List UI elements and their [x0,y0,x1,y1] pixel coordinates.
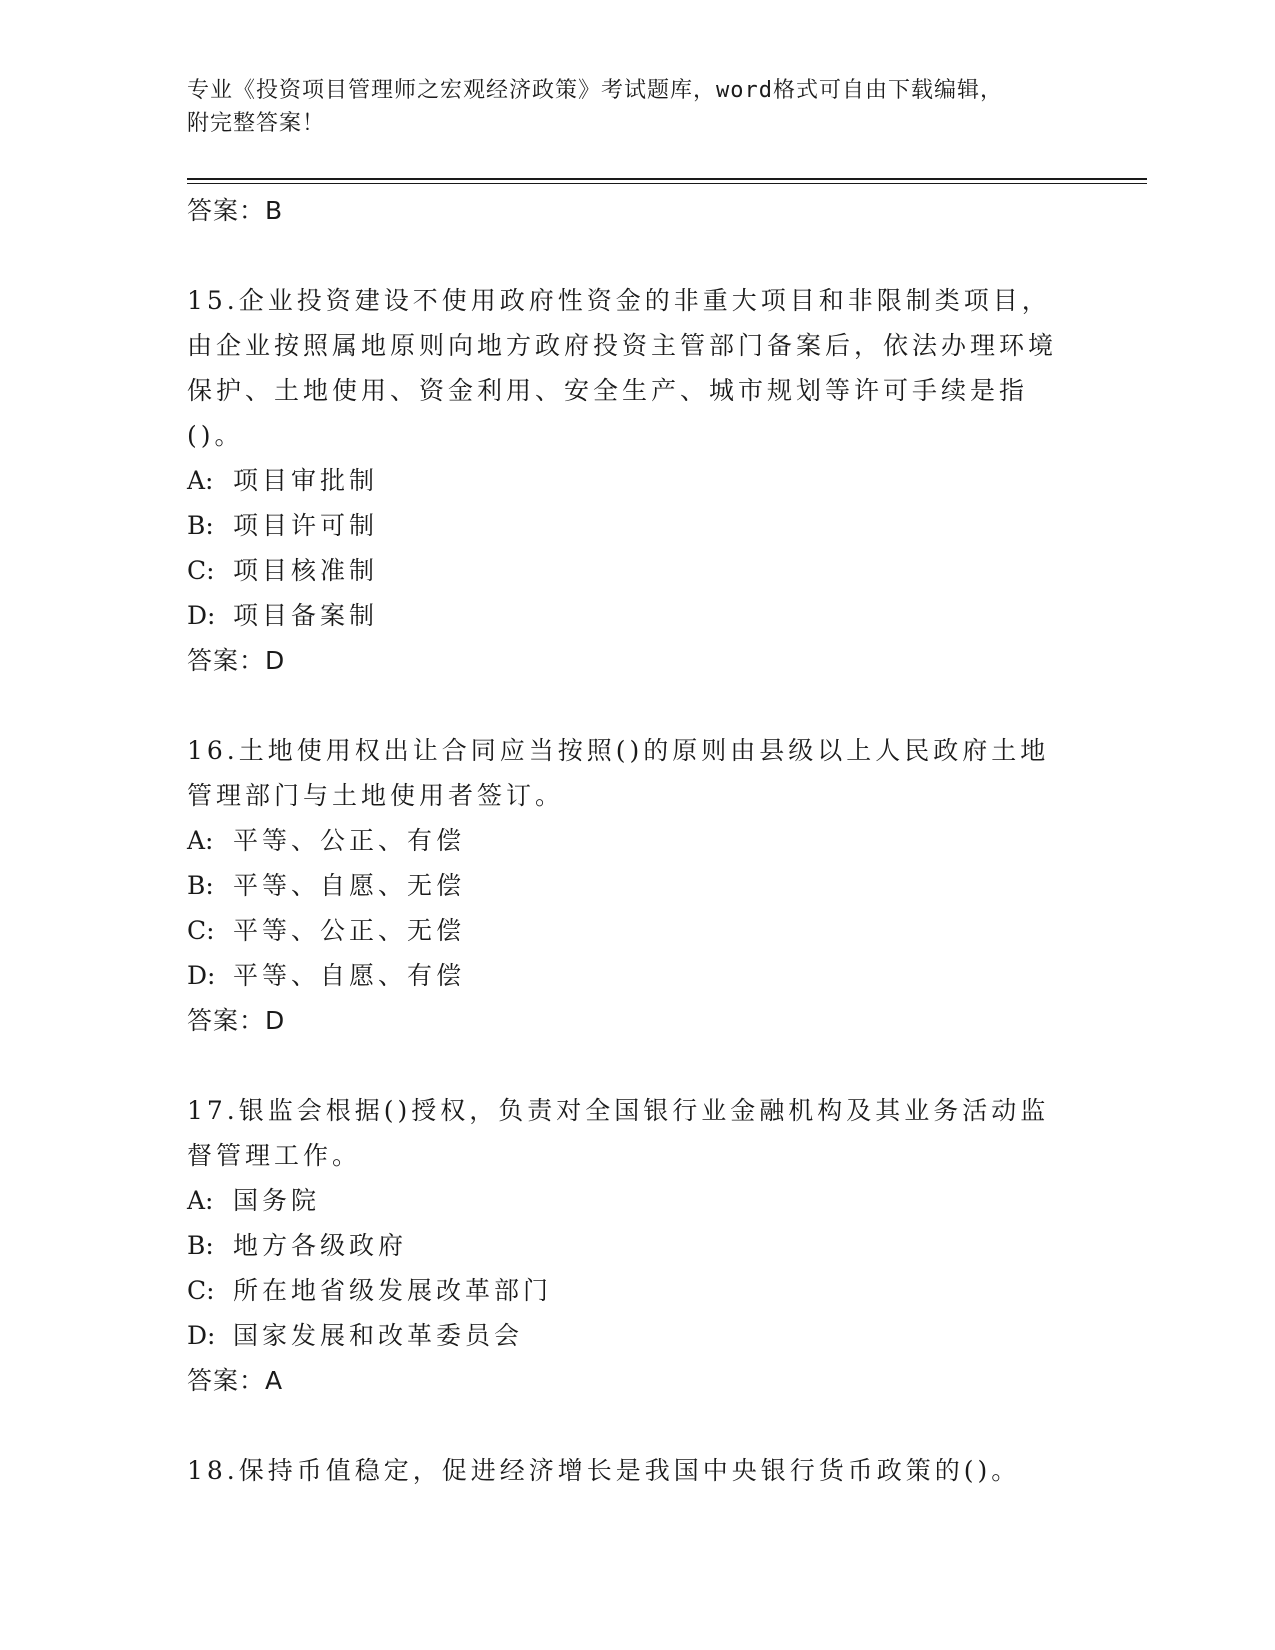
option-key: B: [187,871,214,900]
option-text: 地方各级政府 [233,1231,408,1260]
answer-line: 答案：D [187,646,286,675]
spacer [187,233,1087,278]
question-15 [187,278,1057,458]
spacer [187,1403,1087,1448]
option-text: 国家发展和改革委员会 [233,1321,524,1350]
option-text: 所在地省级发展改革部门 [233,1276,553,1305]
option-key: C: [187,916,215,945]
option-b [187,503,1087,548]
option-d [187,593,1087,638]
option-b [187,863,1087,908]
question-number: 18. [187,1456,239,1485]
question-text: 土地使用权出让合同应当按照()的原则由县级以上人民政府土地管理部门与土地使用者签订。 [187,736,1050,810]
option-a [187,1178,1087,1223]
option-c [187,548,1087,593]
option-a [187,818,1087,863]
option-text: 国务院 [233,1186,321,1215]
question-text: 企业投资建设不使用政府性资金的非重大项目和非限制类项目，由企业按照属地原则向地方政府投资主管部门备案后，依法办理环境保护、土地使用、资金利用、安全生产、城市规划等许可手续是指()。 [187,286,1058,450]
header-divider [187,178,1147,180]
option-key: B: [187,1231,214,1260]
answer-line: 答案：A [187,1366,284,1395]
option-b [187,1223,1087,1268]
header-line-1: 专业《投资项目管理师之宏观经济政策》考试题库，word格式可自由下载编辑， [187,78,1003,103]
option-key: C: [187,556,215,585]
option-key: A: [187,1186,214,1215]
question-16 [187,728,1057,818]
option-d [187,1313,1087,1358]
option-key: D: [187,1321,216,1350]
header-line-2: 附完整答案！ [187,111,326,136]
answer-line: 答案：B [187,196,284,225]
option-text: 平等、公正、有偿 [233,826,466,855]
option-a [187,458,1087,503]
question-17 [187,1088,1057,1178]
option-text: 项目许可制 [233,511,379,540]
option-key: B: [187,511,214,540]
question-list [187,188,1087,1493]
option-key: C: [187,1276,215,1305]
option-c [187,908,1087,953]
option-text: 项目审批制 [233,466,379,495]
option-text: 项目备案制 [233,601,379,630]
option-text: 平等、自愿、有偿 [233,961,466,990]
question-text: 银监会根据()授权，负责对全国银行业金融机构及其业务活动监督管理工作。 [187,1096,1050,1170]
spacer [187,1043,1087,1088]
question-text: 保持币值稳定，促进经济增长是我国中央银行货币政策的()。 [238,1456,1021,1485]
document-header [187,74,1087,140]
question-number: 16. [187,736,239,765]
option-text: 项目核准制 [233,556,379,585]
option-key: A: [187,826,214,855]
document-page [187,0,1147,1650]
option-text: 平等、自愿、无偿 [233,871,466,900]
question-number: 15. [187,286,239,315]
header-divider-thin [187,183,1147,184]
option-c [187,1268,1087,1313]
option-key: D: [187,961,216,990]
answer-line: 答案：D [187,1006,286,1035]
question-18 [187,1448,1057,1493]
option-key: D: [187,601,216,630]
option-text: 平等、公正、无偿 [233,916,466,945]
option-key: A: [187,466,214,495]
spacer [187,683,1087,728]
question-number: 17. [187,1096,239,1125]
option-d [187,953,1087,998]
